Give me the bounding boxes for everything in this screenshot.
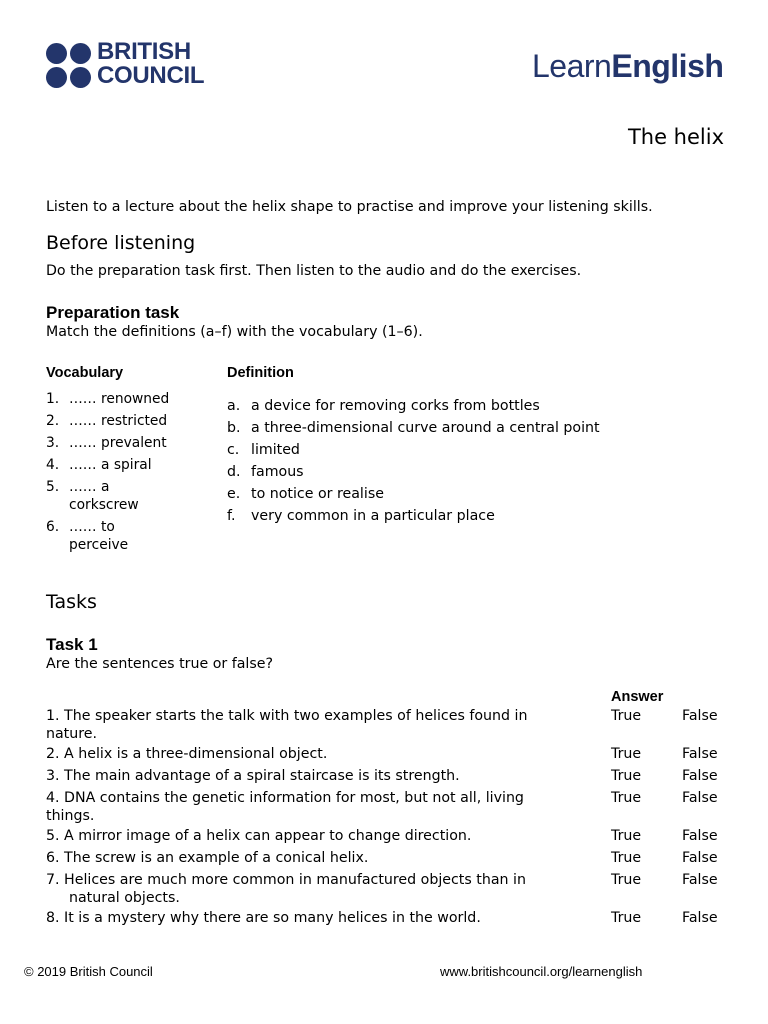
task-statement: 6. The screw is an example of a conical helix. — [46, 850, 369, 866]
brand-line-1: BRITISH — [97, 38, 191, 65]
task-statement: 5. A mirror image of a helix can appear to change direction. — [46, 828, 472, 844]
preparation-instruction: Match the definitions (a–f) with the vocabulary (1–6). — [46, 324, 423, 340]
definition-list — [227, 395, 727, 527]
vocabulary-item: 5. …… a corkscrew — [46, 479, 139, 513]
preparation-heading: Preparation task — [46, 303, 180, 322]
learn-light: Learn — [532, 48, 612, 84]
vocabulary-item: 2. …… restricted — [46, 413, 168, 429]
task-statement: 1. The speaker starts the talk with two examples of helices found in nature. — [46, 708, 528, 742]
true-option[interactable]: True — [611, 850, 642, 866]
answer-heading: Answer — [611, 689, 664, 705]
true-option[interactable]: True — [611, 872, 642, 888]
task1-instruction: Are the sentences true or false? — [46, 656, 274, 672]
definition-item: b. a three-dimensional curve around a central point — [227, 420, 600, 436]
task-statement: 3. The main advantage of a spiral staircase is its strength. — [46, 768, 460, 784]
learnenglish-logo — [532, 48, 723, 84]
task-statement: 4. DNA contains the genetic information for most, but not all, living things. — [46, 790, 524, 824]
vocabulary-item: 3. …… prevalent — [46, 435, 167, 451]
intro-text: Listen to a lecture about the helix shape to practise and improve your listening skills. — [46, 199, 653, 215]
true-option[interactable]: True — [611, 768, 642, 784]
false-option[interactable]: False — [682, 746, 718, 762]
definition-item: e. to notice or realise — [227, 486, 384, 502]
false-option[interactable]: False — [682, 768, 718, 784]
brand-line-2: COUNCIL — [97, 62, 205, 89]
true-option[interactable]: True — [611, 828, 642, 844]
before-listening-text: Do the preparation task first. Then listen to the audio and do the exercises. — [46, 263, 582, 279]
definition-heading: Definition — [227, 365, 294, 381]
task1-heading: Task 1 — [46, 635, 98, 654]
vocabulary-heading: Vocabulary — [46, 365, 124, 381]
definition-item: a. a device for removing corks from bottles — [227, 398, 540, 414]
british-council-logo-icon — [46, 43, 92, 89]
page-title: The helix — [627, 125, 724, 149]
tasks-heading: Tasks — [46, 591, 97, 613]
true-option[interactable]: True — [611, 708, 642, 724]
task-statement: 2. A helix is a three-dimensional object. — [46, 746, 328, 762]
false-option[interactable]: False — [682, 790, 718, 806]
definition-item: d. famous — [227, 464, 304, 480]
brand-wordmark — [97, 40, 204, 88]
true-option[interactable]: True — [611, 790, 642, 806]
false-option[interactable]: False — [682, 872, 718, 888]
vocabulary-item: 6. …… to perceive — [46, 519, 129, 553]
footer-copyright: © 2019 British Council — [24, 964, 153, 979]
vocabulary-list — [46, 390, 216, 558]
false-option[interactable]: False — [682, 828, 718, 844]
definition-item: f. very common in a particular place — [227, 508, 495, 524]
true-option[interactable]: True — [611, 910, 642, 926]
vocabulary-item: 4. …… a spiral — [46, 457, 152, 473]
false-option[interactable]: False — [682, 850, 718, 866]
false-option[interactable]: False — [682, 910, 718, 926]
vocabulary-item: 1. …… renowned — [46, 391, 170, 407]
false-option[interactable]: False — [682, 708, 718, 724]
footer-url[interactable]: www.britishcouncil.org/learnenglish — [440, 964, 643, 979]
learn-bold: English — [611, 48, 724, 84]
task-statement: 7. Helices are much more common in manufactured objects than in natural objects. — [46, 872, 526, 906]
true-option[interactable]: True — [611, 746, 642, 762]
before-listening-heading: Before listening — [46, 232, 196, 254]
task-statement: 8. It is a mystery why there are so many helices in the world. — [46, 910, 481, 926]
definition-item: c. limited — [227, 442, 300, 458]
